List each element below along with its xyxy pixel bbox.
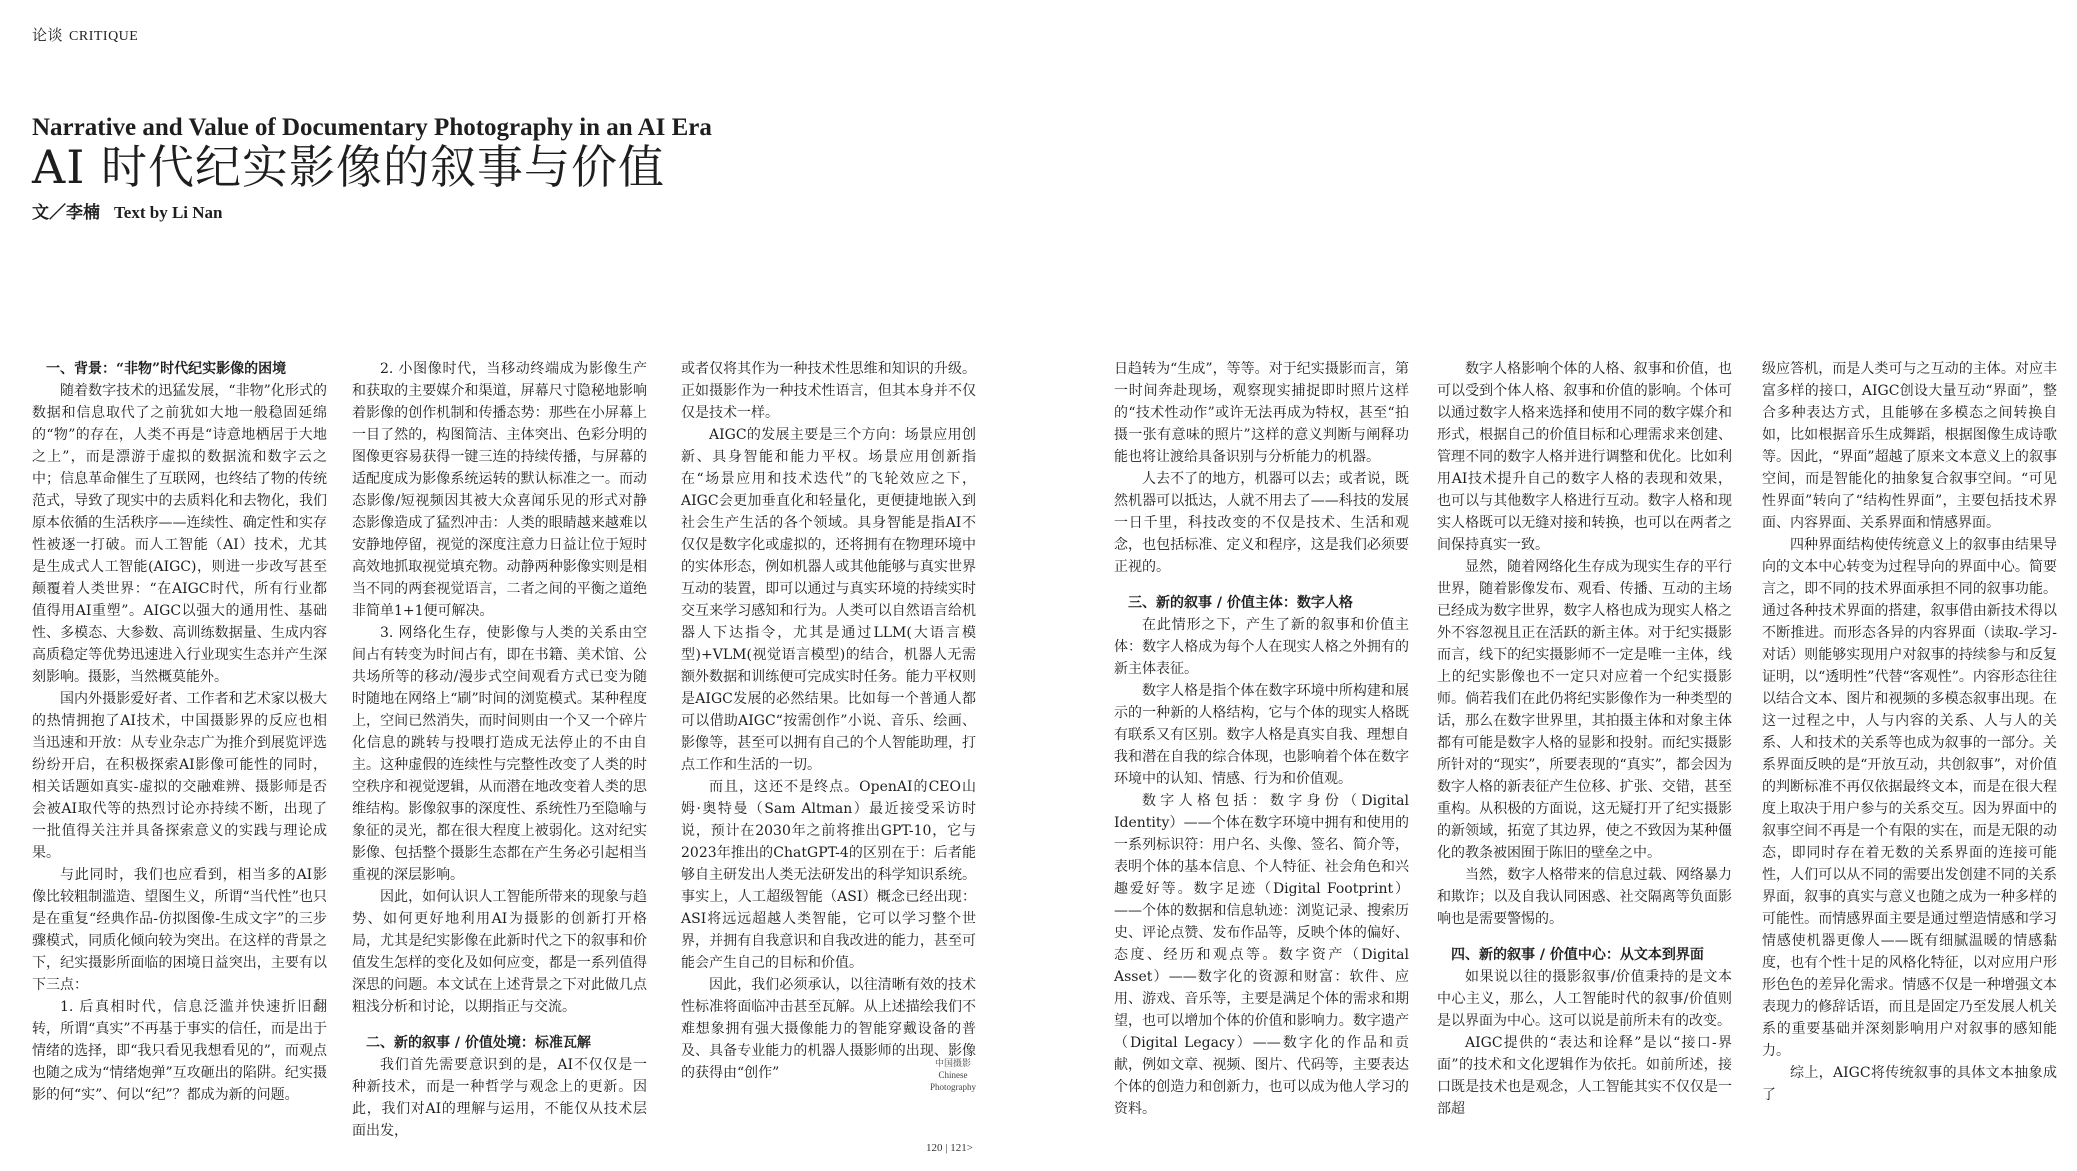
- section-label-en: CRITIQUE: [69, 29, 139, 44]
- credit-line: 中国摄影: [934, 1058, 971, 1068]
- section-label-zh: 论谈: [32, 26, 64, 44]
- text-column-1: [32, 358, 327, 1118]
- paragraph: 显然，随着网络化生存成为现实生存的平行世界，随着影像发布、观看、传播、互动的主场已经成为数字世界，数字人格也成为现实人格之外不容忽视且正在活跃的新主体。对于纪实摄影而言，线下的纪实摄影师不一定是唯一主体，线上的纪实影像也不一定只对应着一个纪实摄影师。倘若我们在此仍将纪实影像作为一种类型的话，那么在数字世界里，其拍摄主体和对象主体都有可能是数字人格的显影和投射。而纪实摄影所针对的“现实”，所要表现的“真实”，都会因为数字人格的新表征产生位移、扩张、交错，甚至重构。从积极的方面说，这无疑打开了纪实摄影的新领域，拓宽了其边界，使之不致因为某种僵化的教条被困囿于陈旧的壁垒之中。: [1437, 559, 1732, 861]
- byline: [32, 198, 222, 223]
- section-heading: 二、新的叙事 / 价值处境：标准瓦解: [366, 1035, 591, 1051]
- continued-paragraph: 级应答机，而是人类可与之互动的主体。对应丰富多样的接口，AIGC创设大量互动“界面”，整合多种表达方式，且能够在多模态之间转换自如，比如根据音乐生成舞蹈，根据图像生成诗歌等。因此，“界面”超越了原来文本意义上的叙事空间，而是智能化的抽象复合叙事空间。“可见性界面”转向了“结构性界面”，主要包括技术界面、内容界面、关系界面和情感界面。: [1762, 361, 2057, 531]
- paragraph: 当然，数字人格带来的信息过载、网络暴力和欺诈；以及自我认同困惑、社交隔离等负面影响也是需要警惕的。: [1437, 867, 1732, 927]
- text-column-2: [352, 358, 647, 1139]
- paragraph: 3. 网络化生存，使影像与人类的关系由空间占有转变为时间占有，即在书籍、美术馆、公共场所等的移动/漫步式空间观看方式已变为随时随地在网络上“刷”时间的浏览模式。某种程度上，空间已然消失，而时间则由一个又一个碎片化信息的跳转与投喂打造成无法停止的不由自主。这种虚假的连续性与完整性改变了人类的时空秩序和视觉逻辑，从而潜在地改变着人类的思维结构。影像叙事的深度性、系统性乃至隐喻与象征的灵光，都在很大程度上被弱化。这对纪实影像、包括整个摄影生态都在产生务必引起相当重视的深层影响。: [352, 625, 647, 883]
- article-title-zh: AI 时代纪实影像的叙事与价值: [32, 140, 666, 194]
- page-number-right: 121>: [950, 1142, 973, 1154]
- paragraph: 与此同时，我们也应看到，相当多的AI影像比较粗制滥造、望图生义，所谓“当代性”也只是在重复“经典作品-仿拟图像-生成文字”的三步骤模式，同质化倾向较为突出。在这样的背景之下，纪实摄影所面临的困境日益突出，主要有以下三点：: [32, 867, 327, 993]
- section-heading: 三、新的叙事 / 价值主体：数字人格: [1128, 595, 1353, 611]
- paragraph: AIGC的发展主要是三个方向：场景应用创新、具身智能和能力平权。场景应用创新指在“场景应用和技术迭代”的飞轮效应之下，AIGC会更加垂直化和轻量化，更便捷地嵌入到社会生产生活的各个领域。具身智能是指AI不仅仅是数字化或虚拟的，还将拥有在物理环境中的实体形态，例如机器人或其他能够与真实世界互动的装置，即可以通过与真实环境的持续实时交互来学习感知和行为。人类可以自然语言给机器人下达指令，尤其是通过LLM(大语言模型)+VLM(视觉语言模型)的结合，机器人无需额外数据和训练便可完成实时任务。能力平权则是AIGC发展的必然结果。比如每一个普通人都可以借助AIGC“按需创作”小说、音乐、绘画、影像等，甚至可以拥有自己的个人智能助理，打点工作和生活的一切。: [681, 427, 976, 773]
- paragraph: 如果说以往的摄影叙事/价值秉持的是文本中心主义，那么，人工智能时代的叙事/价值则是以界面为中心。这可以说是前所未有的改变。: [1437, 969, 1732, 1029]
- byline-en: Text by Li Nan: [114, 203, 223, 222]
- paragraph: 因此，我们必须承认，以往清晰有效的技术性标准将面临冲击甚至瓦解。从上述描绘我们不难想象拥有强大摄像能力的智能穿戴设备的普及、具备专业能力的机器人摄影师的出现、影像的获得由“创作”: [681, 977, 976, 1081]
- paragraph: 随着数字技术的迅猛发展，“非物”化形式的数据和信息取代了之前犹如大地一般稳固延绵的“物”的存在，人类不再是“诗意地栖居于大地之上”，而是漂游于虚拟的数据流和数字云之中；信息革命催生了互联网，也终结了物的传统范式，导致了现实中的去质料化和去物化，我们原本依循的生活秩序——连续性、确定性和实存性被逐一打破。而人工智能（AI）技术，尤其是生成式人工智能(AIGC)，则进一步改写甚至颠覆着人类世界：“在AIGC时代，所有行业都值得用AI重塑”。AIGC以强大的通用性、基础性、多模态、大参数、高训练数据量、生成内容高质稳定等优势迅速进入行业现实生态并产生深刻影响。摄影，当然概莫能外。: [32, 383, 327, 685]
- text-column-6: [1762, 358, 2057, 1118]
- credit-line: Chinese: [938, 1070, 968, 1080]
- paragraph: 综上，AIGC将传统叙事的具体文本抽象成了: [1762, 1065, 2057, 1103]
- paragraph: 我们首先需要意识到的是，AI不仅仅是一种新技术，而是一种哲学与观念上的更新。因此，我们对AI的理解与运用，不能仅从技术层面出发，: [352, 1057, 647, 1139]
- section-label: [32, 24, 138, 45]
- paragraph: 在此情形之下，产生了新的叙事和价值主体：数字人格成为每个人在现实人格之外拥有的新主体表征。: [1114, 617, 1409, 677]
- paragraph: 数字人格是指个体在数字环境中所构建和展示的一种新的人格结构，它与个体的现实人格既有联系又有区别。数字人格是真实自我、理想自我和潜在自我的综合体现，也影响着个体在数字环境中的认知、情感、行为和价值观。: [1114, 683, 1409, 787]
- byline-zh: 文／李楠: [32, 203, 100, 223]
- paragraph: 2. 小图像时代，当移动终端成为影像生产和获取的主要媒介和渠道，屏幕尺寸隐秘地影响着影像的创作机制和传播态势：那些在小屏幕上一目了然的，构图简洁、主体突出、色彩分明的图像更容易获得一键三连的持续传播，与屏幕的适配度成为影像系统运转的默认标准之一。而动态影像/短视频因其被大众喜闻乐见的形式对静态影像造成了猛烈冲击：人类的眼睛越来越难以安静地停留，视觉的深度注意力日益让位于短时高效地抓取视觉填充物。动静两种影像实则是相当不同的两套视觉语言，二者之间的平衡之道绝非简单1+1便可解决。: [352, 361, 647, 619]
- section-heading: 一、背景：“非物”时代纪实影像的困境: [46, 361, 287, 377]
- paragraph: 四种界面结构使传统意义上的叙事由结果导向的文本中心转变为过程导向的界面中心。简要言之，即不同的技术界面承担不同的叙事功能。通过各种技术界面的搭建，叙事借由新技术得以不断推进。而形态各异的内容界面（读取-学习-对话）则能够实现用户对叙事的持续参与和反复证明，以“透明性”代替“客观性”。内容形态往往以结合文本、图片和视频的多模态叙事出现。在这一过程之中，人与内容的关系、人与人的关系、人和技术的关系等也成为叙事的一部分。关系界面反映的是“开放互动，共创叙事”，对价值的判断标准不再仅依据最终文本，而是在很大程度上取决于用户参与的关系交互。因为界面中的叙事空间不再是一个有限的实在，而是无限的动态，即同时存在着无数的关系界面的连接可能性，人们可以从不同的需要出发创建不同的关系界面，叙事的真实与意义也随之成为一种多样的可能性。而情感界面主要是通过塑造情感和学习情感使机器更像人——既有细腻温暖的情感黏度，也有个性十足的风格化特征，以对应用户形形色色的差异化需求。情感不仅是一种增强文本表现力的修辞话语，而且是固定乃至发展人机关系的重要基础并深刻影响用户对叙事的感知能力。: [1762, 537, 2057, 1059]
- page-number-left: 120: [926, 1142, 943, 1154]
- text-column-4: [1114, 358, 1409, 1118]
- section-heading: 四、新的叙事 / 价值中心：从文本到界面: [1451, 947, 1704, 963]
- paragraph: AIGC提供的“表达和诠释”是以“接口-界面”的技术和文化逻辑作为依托。如前所述，接口既是技术也是观念，人工智能其实不仅仅是一部超: [1437, 1035, 1732, 1117]
- paragraph: 数字人格包括：数字身份（Digital Identity）——个体在数字环境中拥有和使用的一系列标识符：用户名、头像、签名、简介等，表明个体的基本信息、个人特征、社会角色和兴趣爱好等。数字足迹（Digital Footprint）——个体的数据和信息轨迹：浏览记录、搜索历史、评论点赞、发布作品等，反映个体的偏好、态度、经历和观点等。数字资产（Digital Asset）——数字化的资源和财富：软件、应用、游戏、音乐等，主要是满足个体的需求和期望，也可以增加个体的价值和影响力。数字遗产（Digital Legacy）——数字化的作品和贡献，例如文章、视频、图片、代码等，主要表达个体的创造力和创新力，也可以成为他人学习的资料。: [1114, 793, 1409, 1117]
- paragraph: 而且，这还不是终点。OpenAI的CEO山姆·奥特曼（Sam Altman）最近接受采访时说，预计在2030年之前将推出GPT-10，它与2023年推出的ChatGPT-4的区别在于：后者能够自主研发出人类无法研发出的科学知识系统。事实上，人工超级智能（ASI）概念已经出现：ASI将远远超越人类智能，它可以学习整个世界，并拥有自我意识和自我改进的能力，甚至可能会产生自己的目标和价值。: [681, 779, 976, 971]
- text-column-3: [681, 358, 976, 1098]
- page-divider: |: [945, 1142, 951, 1154]
- paragraph: 因此，如何认识人工智能所带来的现象与趋势、如何更好地利用AI为摄影的创新打开格局，尤其是纪实影像在此新时代之下的叙事和价值发生怎样的变化及如何应变，都是一系列值得深思的问题。本文试在上述背景之下对此做几点粗浅分析和讨论，以期指正与交流。: [352, 889, 647, 1015]
- page-numbers: [926, 1142, 973, 1154]
- paragraph: 1. 后真相时代，信息泛滥并快速折旧翻转，所谓“真实”不再基于事实的信任，而是出于情绪的选择，即“我只看见我想看见的”，而观点也随之成为“情绪炮弹”互攻砸出的陷阱。纪实摄影的何“实”、何以“纪”？都成为新的问题。: [32, 999, 327, 1103]
- continued-paragraph: 日趋转为“生成”，等等。对于纪实摄影而言，第一时间奔赴现场，观察现实捕捉即时照片这样的“技术性动作”或许无法再成为特权，甚至“拍摄一张有意味的照片”这样的意义判断与阐释功能也将让渡给具备识别与分析能力的机器。: [1114, 361, 1409, 465]
- paragraph: 国内外摄影爱好者、工作者和艺术家以极大的热情拥抱了AI技术，中国摄影界的反应也相当迅速和开放：从专业杂志广为推介到展览评选纷纷开启，在积极探索AI影像可能性的同时，相关话题如真实-虚拟的交融难辨、摄影师是否会被AI取代等的热烈讨论亦持续不断，出现了一批值得关注并具备探索意义的实践与理论成果。: [32, 691, 327, 861]
- article-title-en: Narrative and Value of Documentary Photography in an AI Era: [32, 114, 712, 141]
- text-column-5: [1437, 358, 1732, 1118]
- continued-paragraph: 或者仅将其作为一种技术性思维和知识的升级。正如摄影作为一种技术性语言，但其本身并不仅仅是技术一样。: [681, 361, 976, 421]
- paragraph: 人去不了的地方，机器可以去；或者说，既然机器可以抵达，人就不用去了——科技的发展一日千里，科技改变的不仅是技术、生活和观念，也包括标准、定义和程序，这是我们必须要正视的。: [1114, 471, 1409, 575]
- credit-line: Photography: [930, 1082, 976, 1092]
- magazine-credit: [930, 1057, 976, 1093]
- paragraph: 数字人格影响个体的人格、叙事和价值，也可以受到个体人格、叙事和价值的影响。个体可以通过数字人格来选择和使用不同的数字媒介和形式，根据自己的价值目标和心理需求来创建、管理不同的数字人格并进行调整和优化。比如利用AI技术提升自己的数字人格的表现和效果，也可以与其他数字人格进行互动。数字人格和现实人格既可以无缝对接和转换，也可以在两者之间保持真实一致。: [1437, 361, 1732, 553]
